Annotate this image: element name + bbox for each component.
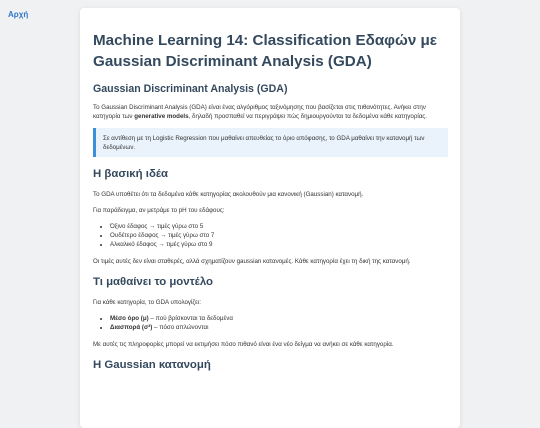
intro-text-2: , δηλαδή προσπαθεί να περιγράψει πώς δημιουργούνται τα δεδομένα κάθε κατηγορίας.: [188, 113, 428, 120]
section-heading-basic-idea: Η βασική ιδέα: [93, 168, 168, 180]
list-item-bold: Διασπορά (σ²): [110, 324, 153, 331]
home-link[interactable]: Αρχή: [8, 10, 29, 19]
section-heading-gaussian: Η Gaussian κατανομή: [93, 359, 211, 371]
stats-list: [93, 314, 448, 332]
section1-paragraph-1: Το GDA υποθέτει ότι τα δεδομένα κάθε κατηγορίας ακολουθούν μια κανονική (Gaussian) κατανομή.: [93, 191, 364, 198]
ph-list: [93, 222, 448, 249]
intro-bold: generative models: [134, 113, 189, 120]
section2-paragraph-2: Με αυτές τις πληροφορίες μπορεί να εκτιμήσει πόσο πιθανό είναι ένα νέο δείγμα να ανήκει σε κάθε κατηγορία.: [93, 341, 394, 348]
list-item-text: – πού βρίσκονται τα δεδομένα: [148, 315, 233, 322]
section-heading-model-learns: Τι μαθαίνει το μοντέλο: [93, 276, 213, 288]
article-title: Machine Learning 14: Classification Εδαφών με Gaussian Discriminant Analysis (GDA): [93, 32, 438, 70]
list-item: • Όξινο έδαφος → τιμές γύρω στο 5: [110, 222, 448, 231]
list-item: [110, 323, 448, 332]
list-item-text: – πόσο απλώνονται: [152, 324, 209, 331]
section1-paragraph-3: Οι τιμές αυτές δεν είναι σταθερές, αλλά σχηματίζουν gaussian κατανομές. Κάθε κατηγορία έχει τη δική της κατανομή.: [93, 258, 411, 265]
info-callout: [93, 128, 448, 157]
list-item: • Ουδέτερο έδαφος → τιμές γύρω στο 7: [110, 231, 448, 240]
section1-paragraph-2: Για παράδειγμα, αν μετράμε το pH του εδάφους:: [93, 207, 225, 214]
list-item: [110, 314, 448, 323]
section2-paragraph-1: Για κάθε κατηγορία, το GDA υπολογίζει:: [93, 299, 201, 306]
intro-paragraph: [93, 103, 448, 121]
article-card: [80, 8, 460, 428]
list-item-bold: Μέσο όρο (μ): [110, 315, 149, 322]
intro-text-1: Το Gaussian Discriminant Analysis (GDA) είναι ένας αλγόριθμος ταξινόμησης που βασίζεται στις πιθανότητες. Ανήκει στην κατηγορία των: [93, 104, 426, 120]
article-subtitle: Gaussian Discriminant Analysis (GDA): [93, 83, 288, 95]
callout-text: Σε αντίθεση με τη Logistic Regression που μαθαίνει απευθείας το όριο απόφασης, το GDA μαθαίνει την κατανομή των δεδομένων.: [103, 135, 425, 151]
list-item: • Αλκαλικό έδαφος → τιμές γύρω στο 9: [110, 240, 448, 249]
